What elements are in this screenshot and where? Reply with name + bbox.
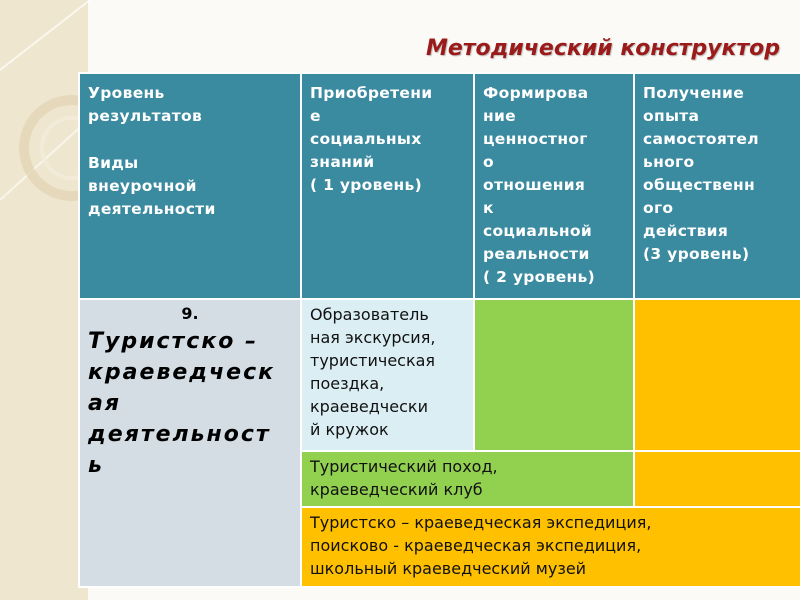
- table-row: [79, 299, 800, 451]
- header-text: опыта: [643, 107, 700, 125]
- activity-number: 9.: [181, 304, 199, 323]
- cell-text: Образователь: [310, 305, 429, 324]
- cell-text: поисково - краеведческая экспедиция,: [310, 536, 642, 555]
- cell-text: туристическая: [310, 351, 436, 370]
- level-3-empty-cell: [634, 451, 800, 507]
- activity-type-cell: [79, 299, 301, 587]
- header-text: Формирова: [483, 84, 589, 102]
- header-text: действия: [643, 222, 729, 240]
- header-text: е: [310, 107, 321, 125]
- header-text: ого: [643, 199, 674, 217]
- level-3-empty-cell: [634, 299, 800, 451]
- level-2-cell: [301, 451, 634, 507]
- header-text: социальной: [483, 222, 593, 240]
- header-text: ценностног: [483, 130, 588, 148]
- header-level-1: [301, 73, 474, 299]
- activity-name-line: ая: [88, 391, 121, 416]
- header-text: Приобретени: [310, 84, 433, 102]
- cell-text: й кружок: [310, 420, 389, 439]
- level-1-cell: [301, 299, 474, 451]
- cell-text: Туристический поход,: [310, 457, 498, 476]
- activity-name-line: Туристско –: [88, 329, 259, 354]
- header-text: Получение: [643, 84, 745, 102]
- header-text: отношения: [483, 176, 586, 194]
- header-text: к: [483, 199, 494, 217]
- page-title: Методический конструктор: [425, 36, 780, 61]
- table-header-row: [79, 73, 800, 299]
- level-2-empty-cell: [474, 299, 634, 451]
- header-text: социальных: [310, 130, 422, 148]
- header-text: Виды: [88, 154, 139, 172]
- header-text: внеурочной: [88, 177, 197, 195]
- cell-text: краеведчески: [310, 397, 428, 416]
- cell-text: школьный краеведческий музей: [310, 559, 587, 578]
- activity-name: [88, 326, 292, 481]
- header-levels-types: [79, 73, 301, 299]
- header-text: о: [483, 153, 494, 171]
- header-text: ьного: [643, 153, 695, 171]
- level-3-cell: [301, 507, 800, 587]
- header-level-3: [634, 73, 800, 299]
- activity-name-line: деятельност: [88, 422, 271, 447]
- activity-name-line: ь: [88, 453, 104, 478]
- header-text: результатов: [88, 107, 203, 125]
- header-text: ( 1 уровень): [310, 176, 423, 194]
- header-text: реальности: [483, 245, 590, 263]
- cell-text: ная экскурсия,: [310, 328, 436, 347]
- cell-text: краеведческий клуб: [310, 480, 483, 499]
- header-text: Уровень: [88, 84, 165, 102]
- cell-text: поездка,: [310, 374, 385, 393]
- method-table: [78, 72, 800, 588]
- header-text: ( 2 уровень): [483, 268, 596, 286]
- header-text: деятельности: [88, 200, 216, 218]
- header-level-2: [474, 73, 634, 299]
- header-text: знаний: [310, 153, 375, 171]
- header-text: ние: [483, 107, 516, 125]
- header-text: общественн: [643, 176, 756, 194]
- header-text: (3 уровень): [643, 245, 750, 263]
- cell-text: Туристско – краеведческая экспедиция,: [310, 513, 652, 532]
- activity-name-line: краеведческ: [88, 360, 276, 385]
- header-text: самостоятел: [643, 130, 759, 148]
